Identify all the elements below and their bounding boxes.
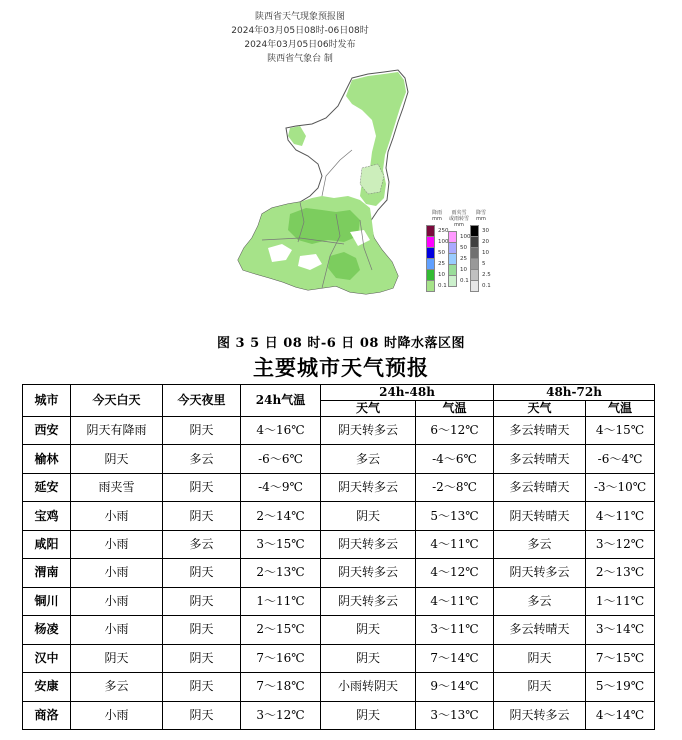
cell-weather-48h: 阴天转多云 <box>321 473 416 501</box>
cell-temp-24h: -4～9℃ <box>241 473 321 501</box>
legend-item: 100 <box>426 236 449 247</box>
cell-temp-24h: 2～15℃ <box>241 616 321 644</box>
map-title: 陕西省天气现象预报图 <box>254 12 345 22</box>
cell-weather-48h: 阴天转多云 <box>321 530 416 558</box>
cell-today-day: 小雨 <box>71 616 163 644</box>
cell-today-day: 多云 <box>71 673 163 701</box>
cell-city: 西安 <box>23 417 71 445</box>
cell-temp-72h: 5～19℃ <box>586 673 655 701</box>
precipitation-map-figure <box>0 0 682 325</box>
cell-temp-48h: -4～6℃ <box>416 445 494 473</box>
legend-item: 25 <box>426 258 449 269</box>
cell-temp-48h: 4～11℃ <box>416 530 494 558</box>
legend-item: 30 <box>470 225 492 236</box>
cell-tonight: 阴天 <box>163 559 241 587</box>
cell-weather-48h: 阴天 <box>321 701 416 729</box>
legend-swatch <box>448 275 457 287</box>
legend-item: 50 <box>426 247 449 258</box>
header-group-24-48h: 24h-48h <box>321 385 494 401</box>
table-title: 主要城市天气预报 <box>253 355 429 380</box>
legend-item: 10 <box>426 269 449 280</box>
cell-tonight: 多云 <box>163 445 241 473</box>
cell-temp-24h: 7～16℃ <box>241 644 321 672</box>
cell-temp-24h: -6～6℃ <box>241 445 321 473</box>
header-temp-24h: 24h气温 <box>241 385 321 417</box>
table-row <box>23 502 655 530</box>
cell-weather-48h: 阴天转多云 <box>321 417 416 445</box>
header-group-48-72h: 48h-72h <box>494 385 655 401</box>
legend-swatch <box>426 280 435 292</box>
header-city: 城市 <box>23 385 71 417</box>
cell-temp-24h: 2～14℃ <box>241 502 321 530</box>
cell-temp-72h: 7～15℃ <box>586 644 655 672</box>
cell-city: 榆林 <box>23 445 71 473</box>
cell-tonight: 阴天 <box>163 701 241 729</box>
table-row <box>23 673 655 701</box>
legend-item: 2.5 <box>470 269 492 280</box>
legend-snow-title: 降雪 mm <box>475 210 486 222</box>
cell-temp-72h: 4～15℃ <box>586 417 655 445</box>
legend-item: 20 <box>470 236 492 247</box>
legend-rain-title: 降雨 mm <box>431 210 442 222</box>
legend-item: 0.1 <box>448 275 471 286</box>
cell-temp-72h: 4～14℃ <box>586 701 655 729</box>
cell-weather-48h: 阴天转多云 <box>321 587 416 615</box>
cell-weather-72h: 阴天转多云 <box>494 701 586 729</box>
cell-weather-72h: 阴天 <box>494 644 586 672</box>
table-row <box>23 616 655 644</box>
cell-temp-24h: 4～16℃ <box>241 417 321 445</box>
cell-city: 宝鸡 <box>23 502 71 530</box>
cell-temp-48h: 5～13℃ <box>416 502 494 530</box>
header-weather-72h: 天气 <box>494 401 586 417</box>
legend-rain <box>426 210 449 291</box>
legend-item: 25 <box>448 253 471 264</box>
cell-temp-48h: 7～14℃ <box>416 644 494 672</box>
city-forecast-table <box>22 384 655 730</box>
shaanxi-map <box>0 0 682 325</box>
table-row <box>23 587 655 615</box>
cell-tonight: 多云 <box>163 530 241 558</box>
table-body <box>23 417 655 730</box>
cell-city: 渭南 <box>23 559 71 587</box>
cell-weather-48h: 阴天 <box>321 616 416 644</box>
cell-today-day: 阴天 <box>71 445 163 473</box>
header-weather-48h: 天气 <box>321 401 416 417</box>
table-header-row <box>23 385 655 401</box>
cell-temp-72h: -3～10℃ <box>586 473 655 501</box>
cell-tonight: 阴天 <box>163 502 241 530</box>
table-row <box>23 644 655 672</box>
cell-weather-72h: 多云转晴天 <box>494 417 586 445</box>
cell-today-day: 小雨 <box>71 559 163 587</box>
cell-temp-72h: -6～4℃ <box>586 445 655 473</box>
legend-mixed-title: 雨夹雪 或雨转雪 mm <box>448 210 469 228</box>
table-row <box>23 559 655 587</box>
cell-weather-48h: 阴天 <box>321 644 416 672</box>
cell-city: 延安 <box>23 473 71 501</box>
cell-weather-72h: 阴天转多云 <box>494 559 586 587</box>
cell-weather-48h: 小雨转阴天 <box>321 673 416 701</box>
cell-temp-24h: 3～12℃ <box>241 701 321 729</box>
legend-item: 0.1 <box>426 280 449 291</box>
cell-weather-48h: 阴天转多云 <box>321 559 416 587</box>
cell-temp-48h: 3～11℃ <box>416 616 494 644</box>
cell-weather-72h: 多云转晴天 <box>494 473 586 501</box>
cell-today-day: 阴天有降雨 <box>71 417 163 445</box>
legend-item: 50 <box>448 242 471 253</box>
cell-temp-24h: 1～11℃ <box>241 587 321 615</box>
cell-temp-48h: 6～12℃ <box>416 417 494 445</box>
cell-city: 杨凌 <box>23 616 71 644</box>
cell-tonight: 阴天 <box>163 644 241 672</box>
cell-city: 汉中 <box>23 644 71 672</box>
cell-weather-72h: 阴天 <box>494 673 586 701</box>
legend-snow <box>470 210 492 291</box>
map-issuer: 陕西省气象台 制 <box>267 54 333 64</box>
table-row <box>23 473 655 501</box>
cell-temp-48h: -2～8℃ <box>416 473 494 501</box>
cell-weather-72h: 多云转晴天 <box>494 616 586 644</box>
cell-temp-24h: 3～15℃ <box>241 530 321 558</box>
cell-temp-72h: 4～11℃ <box>586 502 655 530</box>
cell-today-day: 小雨 <box>71 530 163 558</box>
cell-temp-72h: 3～12℃ <box>586 530 655 558</box>
cell-weather-48h: 多云 <box>321 445 416 473</box>
cell-weather-48h: 阴天 <box>321 502 416 530</box>
cell-temp-48h: 4～11℃ <box>416 587 494 615</box>
table-row <box>23 530 655 558</box>
cell-weather-72h: 阴天转晴天 <box>494 502 586 530</box>
cell-temp-72h: 2～13℃ <box>586 559 655 587</box>
cell-tonight: 阴天 <box>163 616 241 644</box>
cell-tonight: 阴天 <box>163 587 241 615</box>
figure-caption: 图 3 5 日 08 时-6 日 08 时降水落区图 <box>217 336 465 351</box>
cell-today-day: 雨夹雪 <box>71 473 163 501</box>
cell-today-day: 阴天 <box>71 644 163 672</box>
cell-weather-72h: 多云 <box>494 587 586 615</box>
legend-mixed <box>448 210 471 286</box>
table-row <box>23 445 655 473</box>
legend-item: 100 <box>448 231 471 242</box>
header-today-day: 今天白天 <box>71 385 163 417</box>
cell-temp-48h: 9～14℃ <box>416 673 494 701</box>
header-temp-72h: 气温 <box>586 401 655 417</box>
cell-today-day: 小雨 <box>71 587 163 615</box>
cell-weather-72h: 多云 <box>494 530 586 558</box>
cell-city: 安康 <box>23 673 71 701</box>
cell-city: 铜川 <box>23 587 71 615</box>
cell-temp-48h: 3～13℃ <box>416 701 494 729</box>
cell-temp-72h: 3～14℃ <box>586 616 655 644</box>
map-valid-time: 2024年03月05日08时-06日08时 <box>231 26 369 36</box>
cell-temp-24h: 7～18℃ <box>241 673 321 701</box>
cell-weather-72h: 多云转晴天 <box>494 445 586 473</box>
header-tonight: 今天夜里 <box>163 385 241 417</box>
cell-temp-72h: 1～11℃ <box>586 587 655 615</box>
table-row <box>23 417 655 445</box>
cell-city: 咸阳 <box>23 530 71 558</box>
legend-swatch <box>470 280 479 292</box>
cell-city: 商洛 <box>23 701 71 729</box>
header-temp-48h: 气温 <box>416 401 494 417</box>
cell-tonight: 阴天 <box>163 673 241 701</box>
legend-item: 5 <box>470 258 492 269</box>
legend-item: 0.1 <box>470 280 492 291</box>
cell-temp-24h: 2～13℃ <box>241 559 321 587</box>
legend-item: 10 <box>448 264 471 275</box>
cell-today-day: 小雨 <box>71 701 163 729</box>
legend-item: 250 <box>426 225 449 236</box>
table-row <box>23 701 655 729</box>
map-issue-time: 2024年03月05日06时发布 <box>244 40 356 50</box>
legend-item: 10 <box>470 247 492 258</box>
cell-tonight: 阴天 <box>163 473 241 501</box>
cell-tonight: 阴天 <box>163 417 241 445</box>
cell-today-day: 小雨 <box>71 502 163 530</box>
cell-temp-48h: 4～12℃ <box>416 559 494 587</box>
